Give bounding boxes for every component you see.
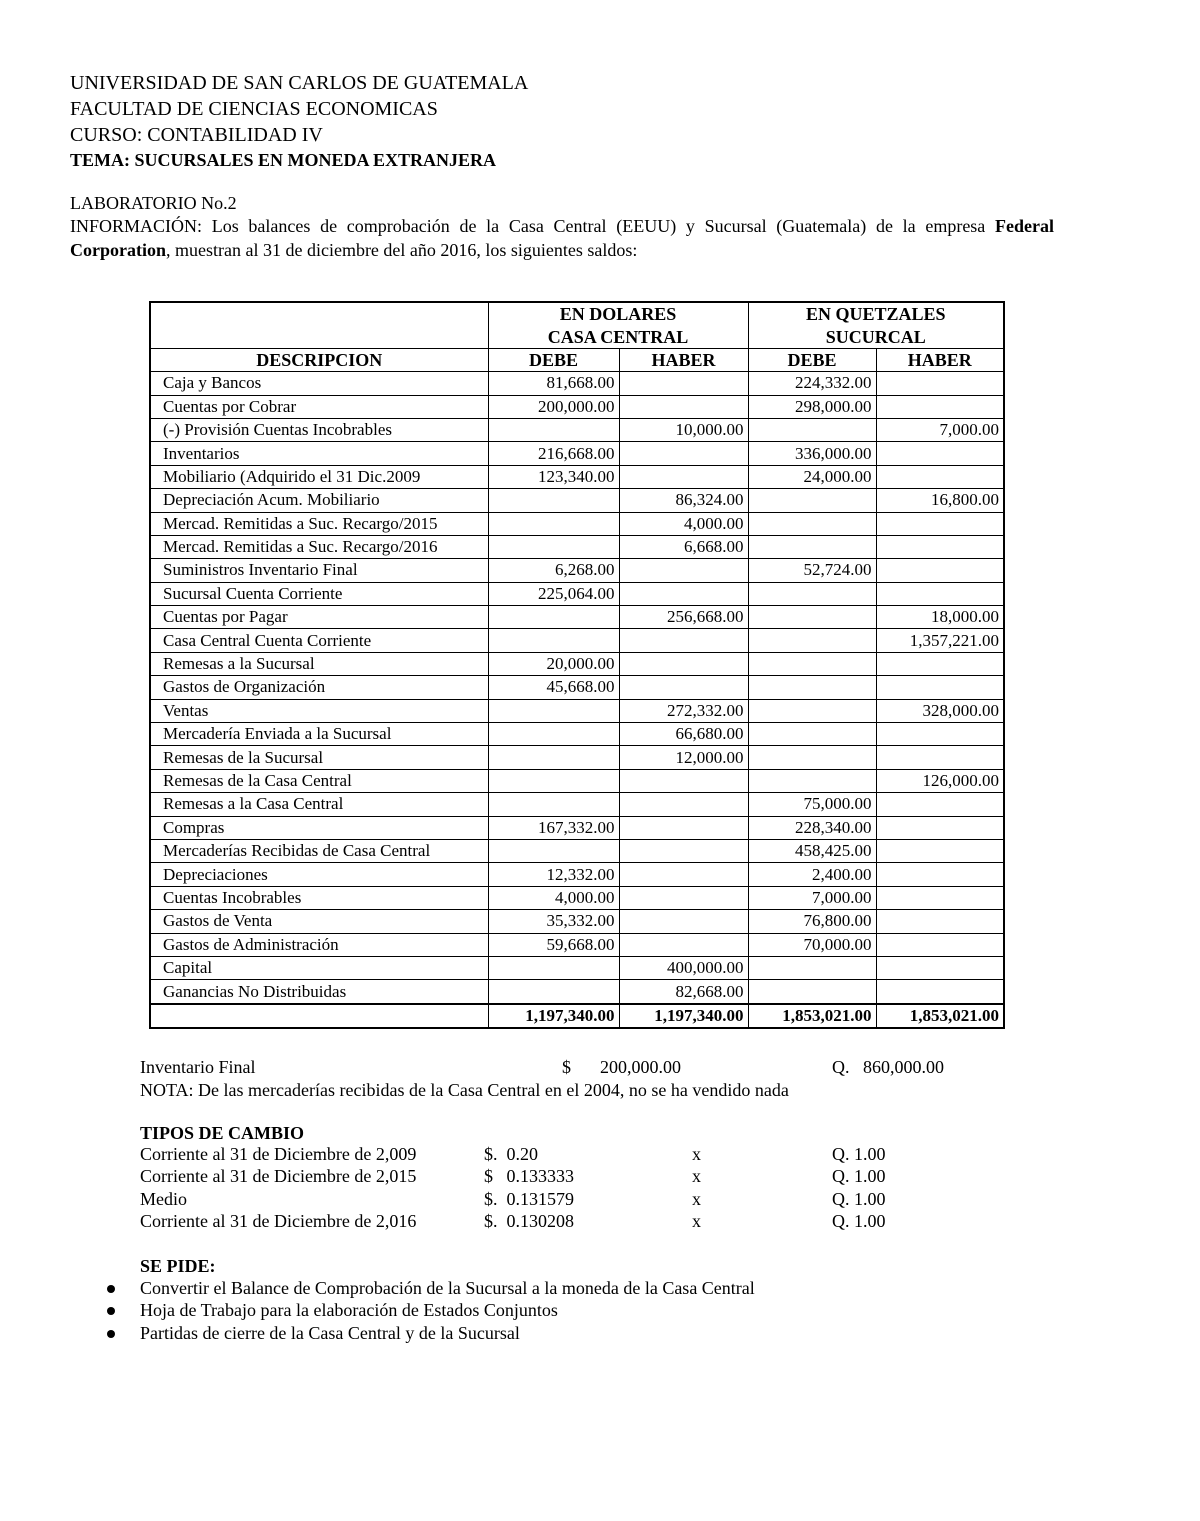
header-course: CURSO: CONTABILIDAD IV xyxy=(70,124,323,146)
bullet-icon xyxy=(107,1330,115,1338)
inventario-gtq-value: Q. 860,000.00 xyxy=(832,1057,944,1077)
list-item: Partidas de cierre de la Casa Central y de la Sucursal xyxy=(140,1322,520,1343)
haber-usd: 272,332.00 xyxy=(619,699,748,722)
table-row xyxy=(150,863,1004,886)
debe-gtq: 2,400.00 xyxy=(748,863,876,886)
haber-usd xyxy=(619,769,748,792)
table-group-header xyxy=(150,302,1004,325)
row-description: Remesas de la Casa Central xyxy=(150,769,488,792)
tipos-title: TIPOS DE CAMBIO xyxy=(140,1123,305,1143)
haber-usd: 86,324.00 xyxy=(619,489,748,512)
debe-gtq: 52,724.00 xyxy=(748,559,876,582)
haber-gtq xyxy=(876,980,1004,1004)
table-row xyxy=(150,442,1004,465)
row-description: Depreciaciones xyxy=(150,863,488,886)
debe-gtq: 336,000.00 xyxy=(748,442,876,465)
debe-gtq: 24,000.00 xyxy=(748,465,876,488)
table-row xyxy=(150,699,1004,722)
table-row xyxy=(150,980,1004,1004)
rate-x: x xyxy=(692,1144,701,1164)
haber-gtq xyxy=(876,372,1004,395)
table-row xyxy=(150,839,1004,862)
debe-gtq: 298,000.00 xyxy=(748,395,876,418)
debe-gtq: 224,332.00 xyxy=(748,372,876,395)
debe-usd: 6,268.00 xyxy=(488,559,619,582)
haber-usd xyxy=(619,816,748,839)
table-row xyxy=(150,676,1004,699)
row-description: Gastos de Organización xyxy=(150,676,488,699)
haber-usd xyxy=(619,793,748,816)
group-dolares: EN DOLARES xyxy=(488,302,748,325)
debe-gtq xyxy=(748,418,876,441)
haber-gtq xyxy=(876,910,1004,933)
haber-gtq: 328,000.00 xyxy=(876,699,1004,722)
blank-header-cell xyxy=(150,302,488,348)
totals-row xyxy=(150,1004,1004,1028)
haber-usd xyxy=(619,442,748,465)
nota: NOTA: De las mercaderías recibidas de la Casa Central en el 2004, no se ha vendido nada xyxy=(140,1080,789,1100)
debe-gtq xyxy=(748,676,876,699)
haber-usd: 82,668.00 xyxy=(619,980,748,1004)
debe-usd: 20,000.00 xyxy=(488,652,619,675)
debe-gtq xyxy=(748,652,876,675)
rate-usd: $. 0.131579 xyxy=(484,1188,574,1209)
haber-usd xyxy=(619,933,748,956)
company-name: Federal Corporation xyxy=(70,216,1054,260)
row-description: Cuentas por Cobrar xyxy=(150,395,488,418)
info-text-1: INFORMACIÓN: Los balances de comprobación de la Casa Central (EEUU) y Sucursal (Guatemala) de la empresa xyxy=(70,216,996,236)
col-descripcion: DESCRIPCION xyxy=(150,348,488,371)
table-row xyxy=(150,816,1004,839)
debe-gtq xyxy=(748,956,876,979)
table-row xyxy=(150,559,1004,582)
debe-gtq: 228,340.00 xyxy=(748,816,876,839)
group-sucursal: SUCURCAL xyxy=(748,325,1004,348)
haber-usd: 400,000.00 xyxy=(619,956,748,979)
debe-usd: 45,668.00 xyxy=(488,676,619,699)
debe-gtq xyxy=(748,489,876,512)
rate-gtq: Q. 1.00 xyxy=(832,1188,886,1209)
debe-usd xyxy=(488,489,619,512)
row-description: Gastos de Administración xyxy=(150,933,488,956)
debe-gtq xyxy=(748,582,876,605)
row-description: Caja y Bancos xyxy=(150,372,488,395)
debe-usd: 216,668.00 xyxy=(488,442,619,465)
haber-gtq xyxy=(876,886,1004,909)
row-description: Mobiliario (Adquirido el 31 Dic.2009 xyxy=(150,465,488,488)
haber-gtq xyxy=(876,442,1004,465)
haber-gtq xyxy=(876,723,1004,746)
debe-usd xyxy=(488,606,619,629)
list-item: Convertir el Balance de Comprobación de la Sucursal a la moneda de la Casa Central xyxy=(140,1278,755,1298)
total-value: 1,853,021.00 xyxy=(876,1004,1004,1028)
table-row xyxy=(150,372,1004,395)
debe-usd xyxy=(488,746,619,769)
table-row xyxy=(150,886,1004,909)
list-item: Hoja de Trabajo para la elaboración de Estados Conjuntos xyxy=(140,1300,558,1321)
row-description: Mercad. Remitidas a Suc. Recargo/2016 xyxy=(150,535,488,558)
table-row xyxy=(150,956,1004,979)
row-description: Inventarios xyxy=(150,442,488,465)
haber-usd xyxy=(619,863,748,886)
debe-usd: 81,668.00 xyxy=(488,372,619,395)
info-paragraph xyxy=(70,214,1054,262)
row-description: Depreciación Acum. Mobiliario xyxy=(150,489,488,512)
row-description: Remesas de la Sucursal xyxy=(150,746,488,769)
haber-gtq xyxy=(876,535,1004,558)
inventario-usd-value: 200,000.00 xyxy=(600,1057,681,1077)
debe-gtq: 76,800.00 xyxy=(748,910,876,933)
debe-usd xyxy=(488,793,619,816)
debe-gtq: 7,000.00 xyxy=(748,886,876,909)
debe-gtq: 75,000.00 xyxy=(748,793,876,816)
inventario-label: Inventario Final xyxy=(140,1057,256,1077)
rate-usd: $. 0.130208 xyxy=(484,1210,574,1231)
debe-usd: 59,668.00 xyxy=(488,933,619,956)
haber-usd xyxy=(619,465,748,488)
debe-gtq: 70,000.00 xyxy=(748,933,876,956)
table-row xyxy=(150,746,1004,769)
row-description: Capital xyxy=(150,956,488,979)
haber-usd xyxy=(619,395,748,418)
header-university: UNIVERSIDAD DE SAN CARLOS DE GUATEMALA xyxy=(70,72,529,94)
debe-usd: 200,000.00 xyxy=(488,395,619,418)
haber-usd: 10,000.00 xyxy=(619,418,748,441)
debe-gtq xyxy=(748,699,876,722)
haber-gtq xyxy=(876,676,1004,699)
haber-gtq xyxy=(876,956,1004,979)
debe-gtq xyxy=(748,606,876,629)
table-row xyxy=(150,723,1004,746)
debe-usd xyxy=(488,418,619,441)
debe-usd xyxy=(488,769,619,792)
haber-gtq: 7,000.00 xyxy=(876,418,1004,441)
row-description: Mercadería Enviada a la Sucursal xyxy=(150,723,488,746)
row-description: Casa Central Cuenta Corriente xyxy=(150,629,488,652)
se-pide-title: SE PIDE: xyxy=(140,1256,216,1276)
row-description: Mercad. Remitidas a Suc. Recargo/2015 xyxy=(150,512,488,535)
rate-label: Corriente al 31 de Diciembre de 2,016 xyxy=(140,1210,417,1231)
haber-usd: 66,680.00 xyxy=(619,723,748,746)
table-row xyxy=(150,489,1004,512)
haber-gtq xyxy=(876,465,1004,488)
row-description: Compras xyxy=(150,816,488,839)
haber-gtq xyxy=(876,395,1004,418)
rate-label: Corriente al 31 de Diciembre de 2,009 xyxy=(140,1144,417,1164)
haber-gtq: 16,800.00 xyxy=(876,489,1004,512)
row-description: Cuentas Incobrables xyxy=(150,886,488,909)
haber-gtq: 126,000.00 xyxy=(876,769,1004,792)
table-row xyxy=(150,933,1004,956)
total-value: 1,853,021.00 xyxy=(748,1004,876,1028)
haber-usd xyxy=(619,372,748,395)
table-row xyxy=(150,512,1004,535)
rate-label: Corriente al 31 de Diciembre de 2,015 xyxy=(140,1166,417,1187)
haber-usd xyxy=(619,582,748,605)
totals-label xyxy=(150,1004,488,1028)
bullet-icon xyxy=(107,1285,115,1293)
table-row xyxy=(150,582,1004,605)
haber-usd: 256,668.00 xyxy=(619,606,748,629)
debe-usd xyxy=(488,535,619,558)
debe-usd xyxy=(488,629,619,652)
col-debe-gtq: DEBE xyxy=(748,348,876,371)
debe-usd: 12,332.00 xyxy=(488,863,619,886)
debe-usd: 4,000.00 xyxy=(488,886,619,909)
lab-title: LABORATORIO No.2 xyxy=(70,193,237,213)
table-row xyxy=(150,769,1004,792)
row-description: Remesas a la Sucursal xyxy=(150,652,488,675)
debe-usd: 35,332.00 xyxy=(488,910,619,933)
debe-gtq xyxy=(748,535,876,558)
col-haber-usd: HABER xyxy=(619,348,748,371)
debe-gtq xyxy=(748,512,876,535)
rate-usd: $ 0.133333 xyxy=(484,1166,574,1187)
debe-usd xyxy=(488,723,619,746)
haber-gtq xyxy=(876,582,1004,605)
rate-label: Medio xyxy=(140,1188,187,1209)
rate-x: x xyxy=(692,1166,701,1187)
col-debe-usd: DEBE xyxy=(488,348,619,371)
table-row xyxy=(150,793,1004,816)
haber-gtq xyxy=(876,512,1004,535)
debe-gtq: 458,425.00 xyxy=(748,839,876,862)
row-description: Suministros Inventario Final xyxy=(150,559,488,582)
debe-usd xyxy=(488,839,619,862)
bullet-icon xyxy=(107,1307,115,1315)
table-row xyxy=(150,652,1004,675)
total-value: 1,197,340.00 xyxy=(619,1004,748,1028)
row-description: Cuentas por Pagar xyxy=(150,606,488,629)
table-row xyxy=(150,535,1004,558)
row-description: Remesas a la Casa Central xyxy=(150,793,488,816)
haber-usd: 6,668.00 xyxy=(619,535,748,558)
table-row xyxy=(150,418,1004,441)
table-row xyxy=(150,606,1004,629)
haber-gtq xyxy=(876,839,1004,862)
haber-gtq xyxy=(876,559,1004,582)
debe-usd: 167,332.00 xyxy=(488,816,619,839)
haber-gtq: 1,357,221.00 xyxy=(876,629,1004,652)
table-row xyxy=(150,465,1004,488)
haber-usd: 12,000.00 xyxy=(619,746,748,769)
rate-x: x xyxy=(692,1210,701,1231)
debe-gtq xyxy=(748,746,876,769)
header-topic: TEMA: SUCURSALES EN MONEDA EXTRANJERA xyxy=(70,150,497,170)
rate-x: x xyxy=(692,1188,701,1209)
table-row xyxy=(150,395,1004,418)
haber-usd xyxy=(619,839,748,862)
row-description: Ventas xyxy=(150,699,488,722)
debe-usd xyxy=(488,699,619,722)
rate-usd: $. 0.20 xyxy=(484,1144,538,1164)
debe-usd xyxy=(488,956,619,979)
table-row xyxy=(150,910,1004,933)
haber-gtq xyxy=(876,793,1004,816)
debe-usd xyxy=(488,980,619,1004)
haber-usd xyxy=(619,676,748,699)
rate-gtq: Q. 1.00 xyxy=(832,1166,886,1187)
haber-usd xyxy=(619,652,748,675)
rate-gtq: Q. 1.00 xyxy=(832,1210,886,1231)
debe-gtq xyxy=(748,980,876,1004)
haber-gtq xyxy=(876,652,1004,675)
col-haber-gtq: HABER xyxy=(876,348,1004,371)
haber-usd: 4,000.00 xyxy=(619,512,748,535)
haber-usd xyxy=(619,559,748,582)
haber-usd xyxy=(619,910,748,933)
debe-gtq xyxy=(748,769,876,792)
trial-balance-table xyxy=(149,301,1005,1029)
rate-gtq: Q. 1.00 xyxy=(832,1144,886,1164)
row-description: Gastos de Venta xyxy=(150,910,488,933)
debe-usd: 123,340.00 xyxy=(488,465,619,488)
header-faculty: FACULTAD DE CIENCIAS ECONOMICAS xyxy=(70,98,438,120)
table-column-header xyxy=(150,348,1004,371)
haber-gtq xyxy=(876,933,1004,956)
haber-gtq xyxy=(876,863,1004,886)
row-description: Sucursal Cuenta Corriente xyxy=(150,582,488,605)
debe-usd: 225,064.00 xyxy=(488,582,619,605)
haber-gtq: 18,000.00 xyxy=(876,606,1004,629)
inventario-usd-symbol: $ xyxy=(562,1057,571,1077)
debe-gtq xyxy=(748,629,876,652)
group-casa-central: CASA CENTRAL xyxy=(488,325,748,348)
info-text-2: , muestran al 31 de diciembre del año 2016, los siguientes saldos: xyxy=(166,240,638,260)
row-description: (-) Provisión Cuentas Incobrables xyxy=(150,418,488,441)
row-description: Ganancias No Distribuidas xyxy=(150,980,488,1004)
haber-usd xyxy=(619,886,748,909)
group-quetzales: EN QUETZALES xyxy=(748,302,1004,325)
row-description: Mercaderías Recibidas de Casa Central xyxy=(150,839,488,862)
total-value: 1,197,340.00 xyxy=(488,1004,619,1028)
debe-gtq xyxy=(748,723,876,746)
haber-gtq xyxy=(876,746,1004,769)
haber-gtq xyxy=(876,816,1004,839)
debe-usd xyxy=(488,512,619,535)
table-row xyxy=(150,629,1004,652)
haber-usd xyxy=(619,629,748,652)
